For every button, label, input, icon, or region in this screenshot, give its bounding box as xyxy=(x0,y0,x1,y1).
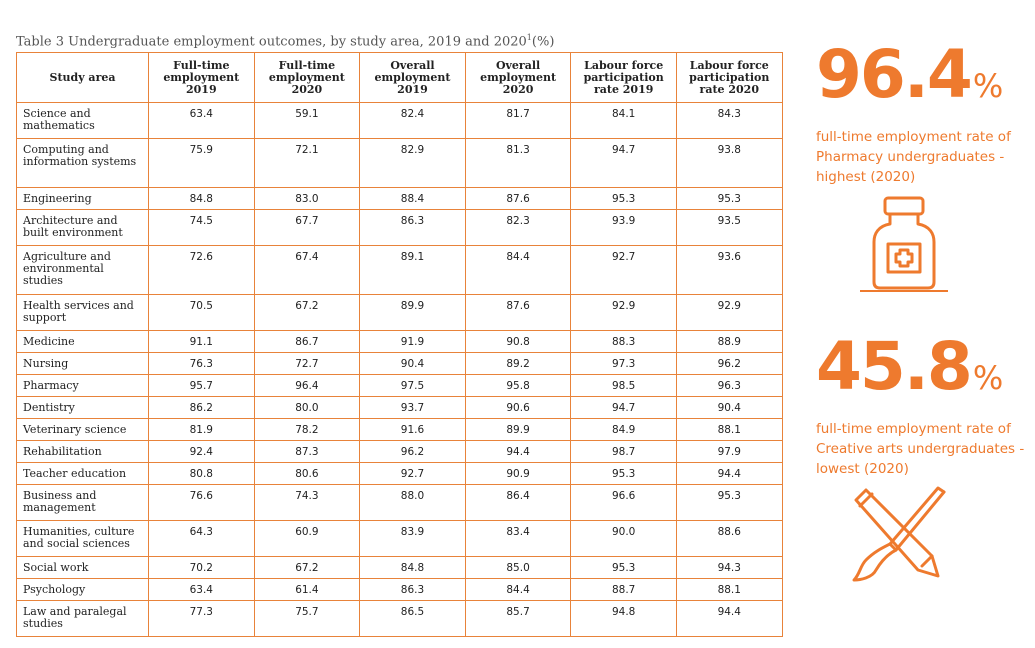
value-cell: 96.6 xyxy=(571,485,677,521)
value-cell: 80.6 xyxy=(254,463,360,485)
value-cell: 96.3 xyxy=(676,375,782,397)
value-cell: 88.9 xyxy=(676,331,782,353)
value-cell: 86.4 xyxy=(465,485,571,521)
value-cell: 63.4 xyxy=(149,103,255,139)
value-cell: 89.2 xyxy=(465,353,571,375)
value-cell: 86.5 xyxy=(360,601,466,637)
value-cell: 90.0 xyxy=(571,521,677,557)
value-cell: 59.1 xyxy=(254,103,360,139)
highlight-value: 45.8% xyxy=(816,328,1004,405)
table-row xyxy=(17,331,783,353)
value-cell: 88.4 xyxy=(360,188,466,210)
value-cell: 67.7 xyxy=(254,210,360,246)
table-row xyxy=(17,188,783,210)
value-cell: 97.9 xyxy=(676,441,782,463)
value-cell: 76.6 xyxy=(149,485,255,521)
table-row xyxy=(17,375,783,397)
study-area-cell: Medicine xyxy=(17,331,149,353)
value-cell: 89.1 xyxy=(360,246,466,295)
value-cell: 90.8 xyxy=(465,331,571,353)
table-row xyxy=(17,485,783,521)
study-area-cell: Nursing xyxy=(17,353,149,375)
table-row xyxy=(17,463,783,485)
value-cell: 91.9 xyxy=(360,331,466,353)
value-cell: 81.7 xyxy=(465,103,571,139)
paintbrush-pencil-icon xyxy=(846,486,952,584)
value-cell: 95.7 xyxy=(149,375,255,397)
value-cell: 94.7 xyxy=(571,397,677,419)
value-cell: 83.4 xyxy=(465,521,571,557)
value-cell: 93.8 xyxy=(676,139,782,188)
employment-table xyxy=(16,52,783,637)
value-cell: 81.3 xyxy=(465,139,571,188)
value-cell: 70.2 xyxy=(149,557,255,579)
study-area-cell: Health services and support xyxy=(17,295,149,331)
value-cell: 84.3 xyxy=(676,103,782,139)
value-cell: 84.8 xyxy=(360,557,466,579)
table-row xyxy=(17,246,783,295)
value-cell: 67.2 xyxy=(254,295,360,331)
value-cell: 96.2 xyxy=(676,353,782,375)
table-row xyxy=(17,557,783,579)
value-cell: 90.9 xyxy=(465,463,571,485)
highlight-text: full-time employment rate of Pharmacy undergraduates - highest (2020) xyxy=(816,129,1011,185)
value-cell: 84.9 xyxy=(571,419,677,441)
value-cell: 85.0 xyxy=(465,557,571,579)
value-cell: 90.6 xyxy=(465,397,571,419)
value-cell: 88.3 xyxy=(571,331,677,353)
medicine-bottle-icon xyxy=(858,194,950,294)
study-area-cell: Pharmacy xyxy=(17,375,149,397)
value-cell: 93.9 xyxy=(571,210,677,246)
value-cell: 84.1 xyxy=(571,103,677,139)
highlight-text: full-time employment rate of Creative arts undergraduates - lowest (2020) xyxy=(816,421,1025,477)
value-cell: 87.3 xyxy=(254,441,360,463)
value-cell: 98.7 xyxy=(571,441,677,463)
column-header-study-area: Study area xyxy=(17,53,149,103)
value-cell: 77.3 xyxy=(149,601,255,637)
value-cell: 93.7 xyxy=(360,397,466,419)
value-cell: 93.5 xyxy=(676,210,782,246)
value-cell: 85.7 xyxy=(465,601,571,637)
table-row xyxy=(17,419,783,441)
value-cell: 87.6 xyxy=(465,295,571,331)
highlight-value: 96.4% xyxy=(816,36,1004,113)
value-cell: 88.0 xyxy=(360,485,466,521)
column-header: Full-time employment 2020 xyxy=(254,53,360,103)
column-header: Labour force participation rate 2019 xyxy=(571,53,677,103)
value-cell: 86.3 xyxy=(360,579,466,601)
value-cell: 67.4 xyxy=(254,246,360,295)
value-cell: 61.4 xyxy=(254,579,360,601)
value-cell: 75.7 xyxy=(254,601,360,637)
table-row xyxy=(17,601,783,637)
value-cell: 87.6 xyxy=(465,188,571,210)
value-cell: 89.9 xyxy=(465,419,571,441)
value-cell: 94.8 xyxy=(571,601,677,637)
study-area-cell: Business and management xyxy=(17,485,149,521)
study-area-cell: Teacher education xyxy=(17,463,149,485)
column-header: Labour force participation rate 2020 xyxy=(676,53,782,103)
value-cell: 95.3 xyxy=(571,463,677,485)
value-cell: 70.5 xyxy=(149,295,255,331)
value-cell: 88.6 xyxy=(676,521,782,557)
value-cell: 84.8 xyxy=(149,188,255,210)
value-cell: 97.3 xyxy=(571,353,677,375)
table-header-row xyxy=(17,53,783,103)
value-cell: 88.1 xyxy=(676,579,782,601)
value-cell: 92.7 xyxy=(360,463,466,485)
table-row xyxy=(17,579,783,601)
value-cell: 80.0 xyxy=(254,397,360,419)
value-cell: 95.3 xyxy=(571,188,677,210)
study-area-cell: Rehabilitation xyxy=(17,441,149,463)
table-row xyxy=(17,441,783,463)
value-cell: 74.5 xyxy=(149,210,255,246)
value-cell: 90.4 xyxy=(360,353,466,375)
value-cell: 94.4 xyxy=(676,463,782,485)
table-row xyxy=(17,295,783,331)
value-cell: 80.8 xyxy=(149,463,255,485)
value-cell: 96.4 xyxy=(254,375,360,397)
study-area-cell: Humanities, culture and social sciences xyxy=(17,521,149,557)
value-cell: 64.3 xyxy=(149,521,255,557)
study-area-cell: Veterinary science xyxy=(17,419,149,441)
value-cell: 95.3 xyxy=(571,557,677,579)
value-cell: 86.2 xyxy=(149,397,255,419)
study-area-cell: Science and mathematics xyxy=(17,103,149,139)
study-area-cell: Psychology xyxy=(17,579,149,601)
table-row xyxy=(17,139,783,188)
value-cell: 72.7 xyxy=(254,353,360,375)
value-cell: 63.4 xyxy=(149,579,255,601)
study-area-cell: Dentistry xyxy=(17,397,149,419)
value-cell: 90.4 xyxy=(676,397,782,419)
study-area-cell: Architecture and built environment xyxy=(17,210,149,246)
value-cell: 82.3 xyxy=(465,210,571,246)
value-cell: 83.9 xyxy=(360,521,466,557)
value-cell: 67.2 xyxy=(254,557,360,579)
value-cell: 95.3 xyxy=(676,188,782,210)
value-cell: 92.4 xyxy=(149,441,255,463)
value-cell: 86.7 xyxy=(254,331,360,353)
table-row xyxy=(17,397,783,419)
value-cell: 94.4 xyxy=(465,441,571,463)
study-area-cell: Law and paralegal studies xyxy=(17,601,149,637)
column-header: Overall employment 2020 xyxy=(465,53,571,103)
study-area-cell: Social work xyxy=(17,557,149,579)
value-cell: 74.3 xyxy=(254,485,360,521)
value-cell: 81.9 xyxy=(149,419,255,441)
study-area-cell: Engineering xyxy=(17,188,149,210)
value-cell: 75.9 xyxy=(149,139,255,188)
study-area-cell: Agriculture and environmental studies xyxy=(17,246,149,295)
table-row xyxy=(17,521,783,557)
value-cell: 89.9 xyxy=(360,295,466,331)
value-cell: 94.4 xyxy=(676,601,782,637)
value-cell: 96.2 xyxy=(360,441,466,463)
table-row xyxy=(17,103,783,139)
column-header: Full-time employment 2019 xyxy=(149,53,255,103)
value-cell: 95.8 xyxy=(465,375,571,397)
table-row xyxy=(17,353,783,375)
value-cell: 82.9 xyxy=(360,139,466,188)
value-cell: 98.5 xyxy=(571,375,677,397)
value-cell: 94.7 xyxy=(571,139,677,188)
value-cell: 72.1 xyxy=(254,139,360,188)
column-header: Overall employment 2019 xyxy=(360,53,466,103)
highlight-pharmacy xyxy=(816,36,1026,187)
value-cell: 92.7 xyxy=(571,246,677,295)
value-cell: 92.9 xyxy=(571,295,677,331)
value-cell: 82.4 xyxy=(360,103,466,139)
value-cell: 84.4 xyxy=(465,246,571,295)
highlight-creative-arts xyxy=(816,328,1026,479)
value-cell: 86.3 xyxy=(360,210,466,246)
table-row xyxy=(17,210,783,246)
value-cell: 78.2 xyxy=(254,419,360,441)
value-cell: 95.3 xyxy=(676,485,782,521)
value-cell: 97.5 xyxy=(360,375,466,397)
value-cell: 72.6 xyxy=(149,246,255,295)
value-cell: 76.3 xyxy=(149,353,255,375)
table-title: Table 3 Undergraduate employment outcomes, by study area, 2019 and 2020$^1$(%) xyxy=(16,33,555,50)
value-cell: 92.9 xyxy=(676,295,782,331)
study-area-cell: Computing and information systems xyxy=(17,139,149,188)
value-cell: 94.3 xyxy=(676,557,782,579)
value-cell: 60.9 xyxy=(254,521,360,557)
value-cell: 84.4 xyxy=(465,579,571,601)
value-cell: 88.1 xyxy=(676,419,782,441)
value-cell: 91.6 xyxy=(360,419,466,441)
value-cell: 91.1 xyxy=(149,331,255,353)
value-cell: 83.0 xyxy=(254,188,360,210)
value-cell: 93.6 xyxy=(676,246,782,295)
value-cell: 88.7 xyxy=(571,579,677,601)
